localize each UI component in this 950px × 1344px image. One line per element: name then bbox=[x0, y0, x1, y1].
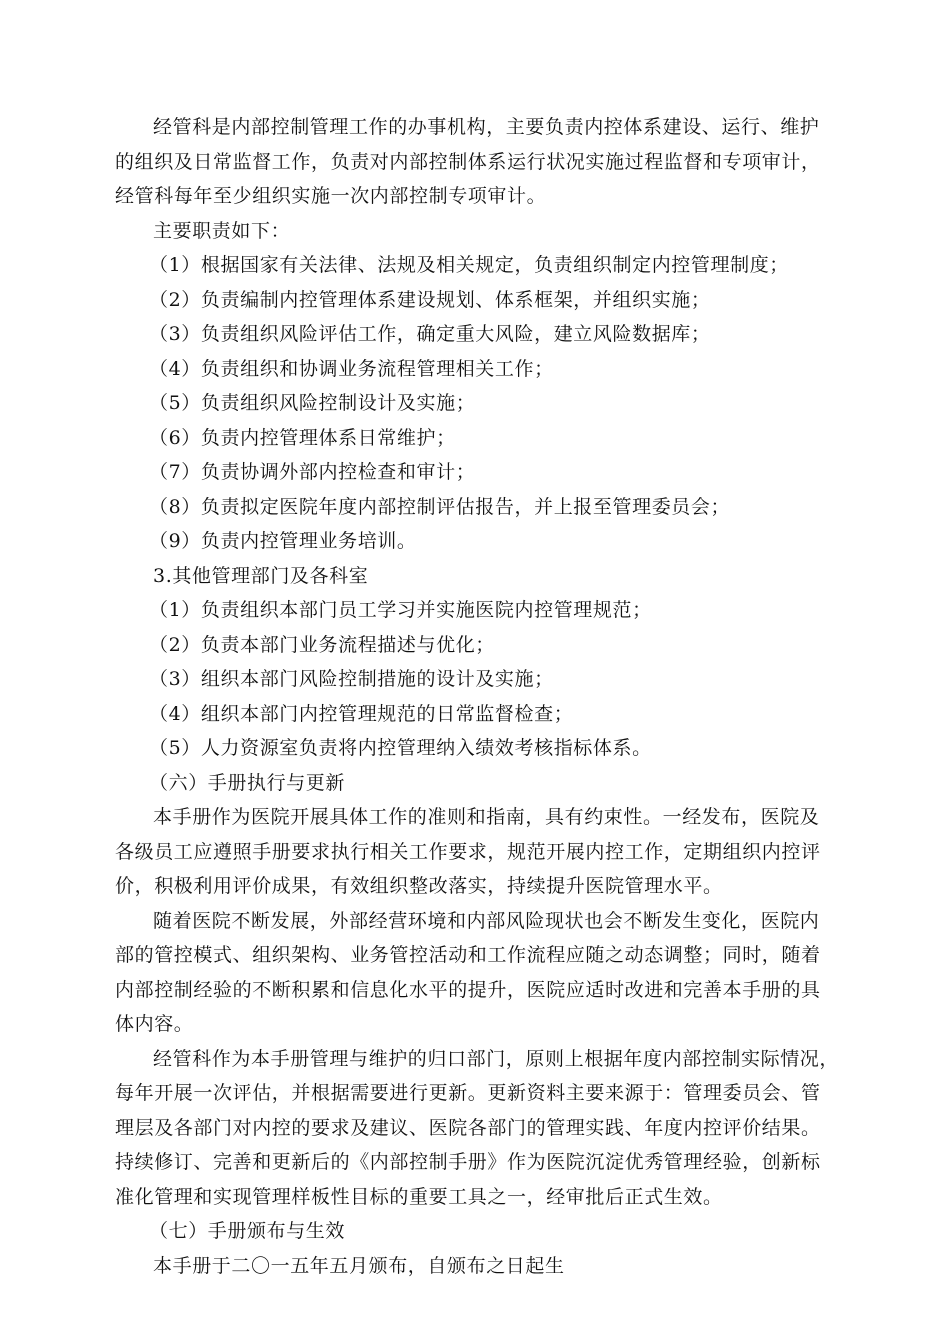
text-line: （6）负责内控管理体系日常维护； bbox=[149, 426, 456, 449]
text-line: （3）负责组织风险评估工作，确定重大风险，建立风险数据库； bbox=[149, 323, 711, 345]
text-line: （4）组织本部门内控管理规范的日常监督检查； bbox=[149, 702, 574, 725]
text-line: （2）负责本部门业务流程描述与优化； bbox=[149, 633, 495, 656]
text-line: 经管科作为本手册管理与维护的归口部门，原则上根据年度内部控制实际情况， bbox=[153, 1047, 840, 1070]
text-line: （1）根据国家有关法律、法规及相关规定，负责组织制定内控管理制度； bbox=[149, 254, 789, 276]
text-line: 本手册于二〇一五年五月颁布，自颁布之日起生 bbox=[153, 1254, 565, 1277]
text-line: 主要职责如下： bbox=[153, 219, 291, 242]
text-line: （4）负责组织和协调业务流程管理相关工作； bbox=[149, 357, 554, 380]
text-line: 随着医院不断发展，外部经营环境和内部风险现状也会不断发生变化，医院内 bbox=[153, 909, 820, 932]
text-line: 理层及各部门对内控的要求及建议、医院各部门的管理实践、年度内控评价结果。 bbox=[115, 1116, 821, 1139]
text-line: 持续修订、完善和更新后的《内部控制手册》作为医院沉淀优秀管理经验，创新标 bbox=[115, 1151, 821, 1173]
text-line: （5）负责组织风险控制设计及实施； bbox=[149, 392, 476, 414]
text-line: 准化管理和实现管理样板性目标的重要工具之一，经审批后正式生效。 bbox=[115, 1185, 723, 1208]
text-line: 价，积极利用评价成果，有效组织整改落实，持续提升医院管理水平。 bbox=[115, 875, 723, 897]
text-line: 的组织及日常监督工作，负责对内部控制体系运行状况实施过程监督和专项审计， bbox=[115, 150, 821, 173]
text-line: 部的管控模式、组织架构、业务管控活动和工作流程应随之动态调整；同时，随着 bbox=[115, 944, 821, 966]
text-line: （3）组织本部门风险控制措施的设计及实施； bbox=[149, 668, 554, 690]
text-line: （5）人力资源室负责将内控管理纳入绩效考核指标体系。 bbox=[149, 737, 652, 759]
text-line: 各级员工应遵照手册要求执行相关工作要求，规范开展内控工作，定期组织内控评 bbox=[115, 840, 821, 863]
text-line: （9）负责内控管理业务培训。 bbox=[149, 530, 417, 552]
text-line: （七）手册颁布与生效 bbox=[149, 1220, 346, 1242]
text-line: 内部控制经验的不断积累和信息化水平的提升，医院应适时改进和完善本手册的具 bbox=[115, 978, 821, 1001]
text-line: （8）负责拟定医院年度内部控制评估报告，并上报至管理委员会； bbox=[149, 495, 731, 518]
text-line: （六）手册执行与更新 bbox=[149, 771, 346, 794]
text-line: 本手册作为医院开展具体工作的准则和指南，具有约束性。一经发布，医院及 bbox=[153, 806, 820, 828]
text-line: 经管科是内部控制管理工作的办事机构，主要负责内控体系建设、运行、维护 bbox=[153, 116, 820, 138]
text-line: （2）负责编制内控管理体系建设规划、体系框架，并组织实施； bbox=[149, 288, 711, 311]
text-line: 3.其他管理部门及各科室 bbox=[153, 564, 369, 587]
text-line: （1）负责组织本部门员工学习并实施医院内控管理规范； bbox=[149, 599, 652, 621]
text-line: 每年开展一次评估，并根据需要进行更新。更新资料主要来源于：管理委员会、管 bbox=[115, 1082, 821, 1104]
text-line: 经管科每年至少组织实施一次内部控制专项审计。 bbox=[115, 185, 547, 207]
text-line: 体内容。 bbox=[115, 1013, 194, 1035]
document-body bbox=[115, 110, 845, 1283]
text-line: （7）负责协调外部内控检查和审计； bbox=[149, 461, 476, 483]
